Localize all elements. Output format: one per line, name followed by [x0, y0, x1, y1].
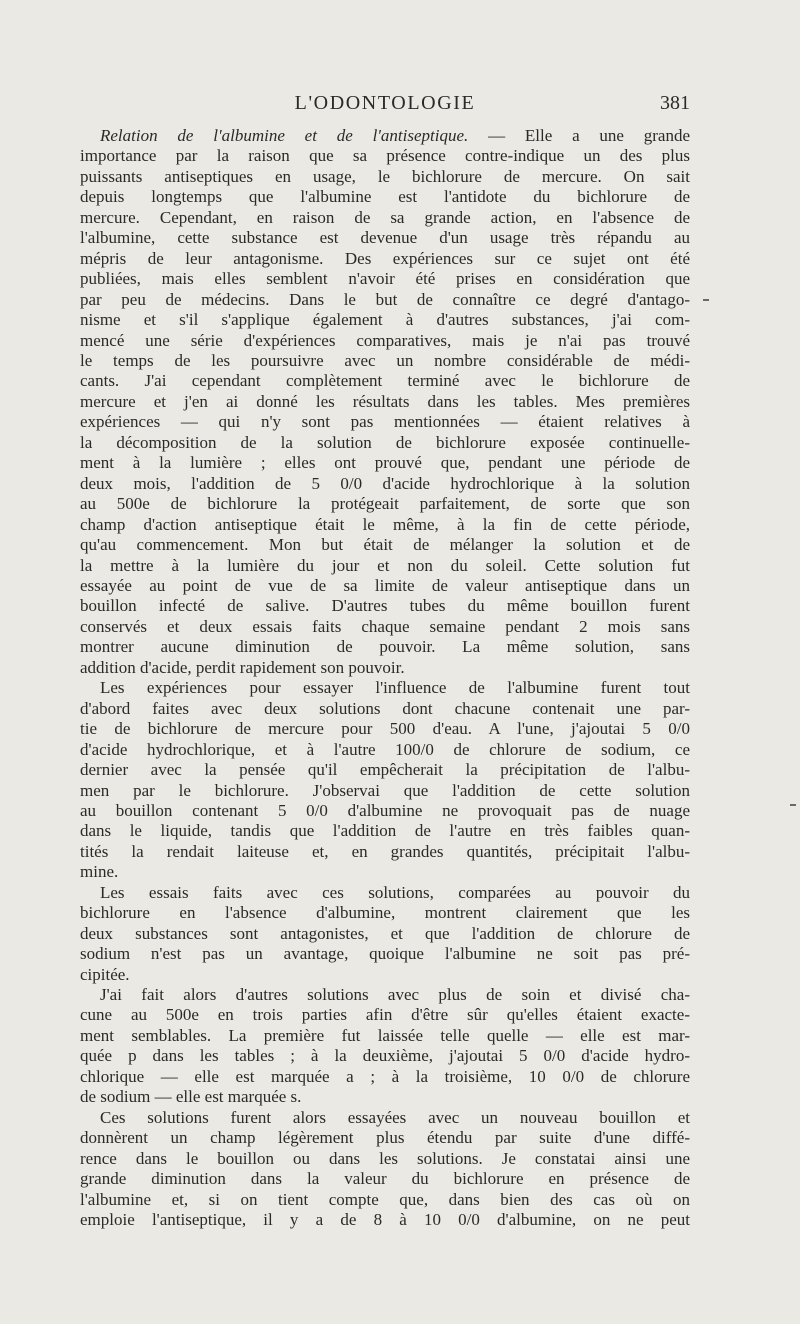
- paragraph-4-line-6: de sodium — elle est marquée s.: [80, 1087, 302, 1107]
- paragraph-3-line-3: deux substances sont antagonistes, et que l'addition de chlorure de: [80, 923, 690, 943]
- paragraph-1-line-27: addition d'acide, perdit rapidement son pouvoir.: [80, 657, 405, 677]
- paragraph-4-line-4: quée p dans les tables ; à la deuxième, j'ajoutai 5 0/0 d'acide hydro-: [80, 1046, 690, 1066]
- paragraph-1-line-24: bouillon infecté de salive. D'autres tubes du même bouillon furent: [80, 596, 690, 616]
- paragraph-4-line-2: cune au 500e en trois parties afin d'être sûr qu'elles étaient exacte-: [80, 1005, 690, 1025]
- paragraph-1-line-13: cants. J'ai cependant complètement terminé avec le bichlorure de: [80, 371, 690, 391]
- paragraph-2-line-9: tités la rendait laiteuse et, en grandes quantités, précipitait l'albu-: [80, 841, 690, 861]
- paragraph-4-line-5: chlorique — elle est marquée a ; à la troisième, 10 0/0 de chlorure: [80, 1066, 690, 1086]
- paragraph-1-line-2: importance par la raison que sa présence contre-indique un des plus: [80, 146, 690, 166]
- paragraph-4-line-1: J'ai fait alors d'autres solutions avec plus de soin et divisé cha-: [100, 985, 690, 1005]
- paragraph-1-line-4: depuis longtemps que l'albumine est l'antidote du bichlorure de: [80, 187, 690, 207]
- paragraph-2-line-8: dans le liquide, tandis que l'addition de l'autre en très faibles quan-: [80, 821, 690, 841]
- paragraph-1-line-5: mercure. Cependant, en raison de sa grande action, en l'absence de: [80, 207, 690, 227]
- paragraph-2-line-3: tie de bichlorure de mercure pour 500 d'eau. A l'une, j'ajoutai 5 0/0: [80, 719, 690, 739]
- paragraph-1-line-23: essayée au point de vue de sa limite de valeur antiseptique dans un: [80, 575, 690, 595]
- paragraph-2-line-6: men par le bichlorure. J'observai que l'addition de cette solution: [80, 780, 690, 800]
- paragraph-1-line-11: mencé une série d'expériences comparatives, mais je n'ai pas trouvé: [80, 330, 690, 350]
- paragraph-1-line-6: l'albumine, cette substance est devenue d'un usage très répandu au: [80, 228, 690, 248]
- paragraph-3-line-1: Les essais faits avec ces solutions, comparées au pouvoir du: [100, 882, 690, 902]
- page-number: 381: [660, 92, 690, 114]
- paragraph-1-line-22: la mettre à la lumière du jour et non du soleil. Cette solution fut: [80, 555, 690, 575]
- page-header: [80, 92, 690, 120]
- paragraph-3-line-4: sodium n'est pas un avantage, quoique l'albumine ne soit pas pré-: [80, 944, 690, 964]
- paragraph-2-line-5: dernier avec la pensée qu'il empêcherait la précipitation de l'albu-: [80, 760, 690, 780]
- paragraph-1-line-21: qu'au commencement. Mon but était de mélanger la solution et de: [80, 535, 690, 555]
- paragraph-1-line-19: au 500e de bichlorure la protégeait parfaitement, de sorte que son: [80, 494, 690, 514]
- paragraph-1-line-16: la décomposition de la solution de bichlorure exposée continuelle-: [80, 432, 690, 452]
- paragraph-1-line-12: le temps de les poursuivre avec un nombre considérable de médi-: [80, 350, 690, 370]
- paragraph-1-line-1: [80, 126, 690, 146]
- paragraph-1-line-26: montrer aucune diminution de pouvoir. La même solution, sans: [80, 637, 690, 657]
- paragraph-1-line-8: publiées, mais elles semblent n'avoir été prises en considération que: [80, 269, 690, 289]
- paragraph-2-line-1: Les expériences pour essayer l'influence de l'albumine furent tout: [100, 678, 690, 698]
- paragraph-5-line-5: l'albumine et, si on tient compte que, dans bien des cas où on: [80, 1189, 690, 1209]
- running-title: L'ODONTOLOGIE: [294, 92, 476, 114]
- paragraph-1-line-3: puissants antiseptiques en usage, le bichlorure de mercure. On sait: [80, 166, 690, 186]
- paragraph-1-line-20: champ d'action antiseptique était le même, à la fin de cette période,: [80, 514, 690, 534]
- paragraph-1-line-25: conservés et deux essais faits chaque semaine pendant 2 mois sans: [80, 616, 690, 636]
- paragraph-2-line-10: mine.: [80, 862, 119, 882]
- margin-mark: [703, 299, 709, 301]
- paragraph-1-line-7: mépris de leur antagonisme. Des expériences sur ce sujet ont été: [80, 248, 690, 268]
- paragraph-5-line-3: rence dans le bouillon ou dans les solutions. Je constatai ainsi une: [80, 1148, 690, 1168]
- paragraph-2-line-2: d'abord faites avec deux solutions dont chacune contenait une par-: [80, 698, 690, 718]
- paragraph-5-line-4: grande diminution dans la valeur du bichlorure en présence de: [80, 1169, 690, 1189]
- section-heading: Relation de l'albumine et de l'antiseptique.: [100, 126, 469, 145]
- paragraph-5-line-6: emploie l'antiseptique, il y a de 8 à 10 0/0 d'albumine, on ne peut: [80, 1210, 690, 1230]
- paragraph-3-line-2: bichlorure en l'absence d'albumine, montrent clairement que les: [80, 903, 690, 923]
- paragraph-3-line-5: cipitée.: [80, 964, 130, 984]
- margin-mark: [790, 804, 796, 806]
- paragraph-1-line-9: par peu de médecins. Dans le but de connaître ce degré d'antago-: [80, 289, 690, 309]
- paragraph-4-line-3: ment semblables. La première fut laissée telle quelle — elle est mar-: [80, 1025, 690, 1045]
- body-text: [80, 126, 690, 1230]
- paragraph-5-line-1: Ces solutions furent alors essayées avec un nouveau bouillon et: [100, 1107, 690, 1127]
- paragraph-1-line-15: expériences — qui n'y sont pas mentionnées — étaient relatives à: [80, 412, 690, 432]
- paragraph-2-line-7: au bouillon contenant 5 0/0 d'albumine ne provoquait pas de nuage: [80, 800, 690, 820]
- paragraph-1-line-17: ment à la lumière ; elles ont prouvé que, pendant une période de: [80, 453, 690, 473]
- section-heading-rest: — Elle a une grande: [468, 126, 690, 145]
- paragraph-2-line-4: d'acide hydrochlorique, et à l'autre 100/0 de chlorure de sodium, ce: [80, 739, 690, 759]
- paragraph-1-line-10: nisme et s'il s'applique également à d'autres substances, j'ai com-: [80, 310, 690, 330]
- paragraph-1-line-14: mercure et j'en ai donné les résultats dans les tables. Mes premières: [80, 391, 690, 411]
- paragraph-1-line-18: deux mois, l'addition de 5 0/0 d'acide hydrochlorique à la solution: [80, 473, 690, 493]
- paragraph-5-line-2: donnèrent un champ légèrement plus étendu par suite d'une diffé-: [80, 1128, 690, 1148]
